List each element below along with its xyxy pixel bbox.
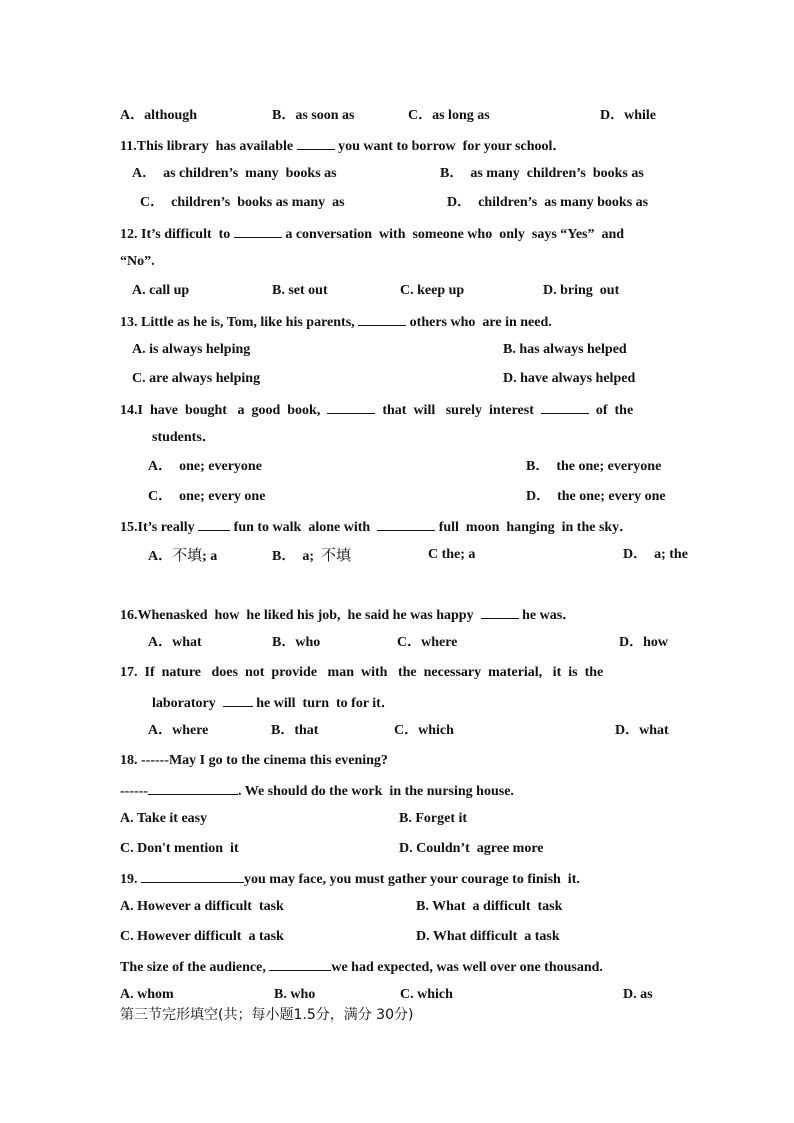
q15-option-a-suffix: ; a (202, 549, 218, 564)
q14-option-d: D． the one; every one (526, 489, 666, 504)
q10-option-c: C．as long as (408, 108, 490, 123)
q15-option-b-prefix: B． a; (272, 549, 321, 564)
q10-option-a: A．although (120, 108, 198, 123)
q12-option-b: B. set out (272, 283, 328, 298)
q19-blank (141, 870, 244, 883)
q12-option-c: C. keep up (400, 283, 465, 298)
q20-blank (269, 958, 331, 971)
q12-stem-line2: “No”. (120, 254, 155, 269)
q20-stem-after: we had expected, was well over one thousand. (331, 960, 603, 975)
q10-option-b: B．as soon as (272, 108, 355, 123)
q14-stem-c: of the (588, 403, 634, 418)
q18-stem-after: . We should do the work in the nursing house. (237, 784, 514, 799)
q13-stem-after: others who are in need. (406, 315, 552, 330)
q12-stem (120, 225, 624, 243)
q19-option-d: D. What difficult a task (416, 929, 560, 944)
q14-blank-2 (541, 401, 589, 414)
q15-option-a (148, 547, 217, 565)
q13-blank (358, 313, 406, 326)
q17-stem-line1: 17. If nature does not provide man with the necessary material, it is the (120, 665, 604, 680)
q18-stem-line2 (120, 782, 514, 800)
q17-option-b: B．that (271, 723, 319, 738)
q14-blank-1 (327, 401, 375, 414)
q16-blank (481, 606, 519, 619)
q20-stem (120, 958, 603, 976)
q12-stem-after: a conversation with someone who only says “Yes” and (281, 227, 625, 242)
q18-option-a: A. Take it easy (120, 811, 208, 826)
q18-blank (148, 782, 238, 795)
q15-stem-b: fun to walk alone with (230, 520, 378, 535)
q15-blank-2 (377, 518, 435, 531)
q11-option-a: A． as children’s many books as (132, 166, 337, 181)
q16-option-d: D．how (619, 635, 669, 650)
q16-stem-before: 16.Whenasked how he liked his job, he said he was happy (120, 608, 481, 623)
q10-option-d: D．while (600, 108, 656, 123)
q12-blank (234, 225, 282, 238)
q11-stem-after: you want to borrow for your school． (334, 139, 567, 154)
q16-stem (120, 606, 576, 624)
q11-blank (297, 137, 335, 150)
q18-stem-line1: 18. ------May I go to the cinema this evening? (120, 753, 388, 768)
q17-stem-before: laboratory (152, 696, 223, 711)
q15-option-a-prefix: A． (148, 549, 173, 564)
q15-stem-c: full moon hanging in the sky． (435, 520, 634, 535)
q12-option-a: A. call up (132, 283, 190, 298)
q14-option-a: A． one; everyone (148, 459, 262, 474)
q15-blank-1 (198, 518, 230, 531)
q13-stem (120, 313, 552, 331)
q20-option-c: C. which (400, 987, 453, 1002)
q15-option-a-cjk: 不填 (172, 546, 203, 564)
q14-option-b: B． the one; everyone (526, 459, 662, 474)
q17-option-d: D．what (615, 723, 669, 738)
q17-option-a: A．where (148, 723, 209, 738)
q11-option-b: B． as many children’s books as (440, 166, 644, 181)
q14-option-c: C． one; every one (148, 489, 266, 504)
q15-option-b-cjk: 不填 (321, 546, 352, 564)
q17-blank (223, 694, 253, 707)
q20-stem-before: The size of the audience, (120, 960, 270, 975)
q15-stem-a: 15.It’s really (120, 520, 199, 535)
q17-stem-after: he will turn to for it． (252, 696, 395, 711)
q19-stem (120, 870, 580, 888)
q20-option-a: A. whom (120, 987, 174, 1002)
q13-option-d: D. have always helped (503, 371, 636, 386)
q17-option-c: C．which (394, 723, 454, 738)
q14-stem-b: that will surely interest (375, 403, 541, 418)
q12-stem-before: 12. It’s difficult to (120, 227, 234, 242)
q18-stem-before: ------ (120, 784, 148, 799)
q18-option-d: D. Couldn’t agree more (399, 841, 544, 856)
q16-option-b: B．who (272, 635, 321, 650)
q11-stem (120, 137, 566, 155)
q11-stem-before: 11.This library has available (120, 139, 297, 154)
q14-stem-a: 14.I have bought a good book, (120, 403, 328, 418)
q16-stem-after: he was． (518, 608, 577, 623)
q13-option-c: C. are always helping (132, 371, 261, 386)
q15-option-b (272, 547, 351, 565)
q18-option-c: C. Don't mention it (120, 841, 239, 856)
q11-option-d: D． children’s as many books as (447, 195, 649, 210)
section3-title: 第三节完形填空(共；每小题1.5分，满分 30分) (120, 1007, 414, 1023)
q11-option-c: C． children’s books as many as (140, 195, 345, 210)
q17-stem-line2 (152, 694, 395, 712)
q19-option-b: B. What a difficult task (416, 899, 563, 914)
q19-stem-before: 19. (120, 872, 141, 887)
q15-option-c: C the; a (428, 547, 476, 562)
q16-option-c: C．where (397, 635, 458, 650)
q16-option-a: A．what (148, 635, 202, 650)
q14-stem (120, 401, 633, 419)
q19-option-c: C. However difficult a task (120, 929, 284, 944)
q18-option-b: B. Forget it (399, 811, 468, 826)
q12-option-d: D. bring out (543, 283, 620, 298)
q19-stem-after: you may face, you must gather your courage to finish it. (244, 872, 580, 887)
q15-stem (120, 518, 633, 536)
q13-option-b: B. has always helped (503, 342, 627, 357)
q13-option-a: A. is always helping (132, 342, 251, 357)
q19-option-a: A. However a difficult task (120, 899, 284, 914)
q20-option-b: B. who (274, 987, 316, 1002)
q20-option-d: D. as (623, 987, 653, 1002)
q14-stem-line2: students． (152, 430, 216, 445)
q15-option-d: D． a; the (623, 547, 688, 562)
q13-stem-before: 13. Little as he is, Tom, like his parents, (120, 315, 359, 330)
